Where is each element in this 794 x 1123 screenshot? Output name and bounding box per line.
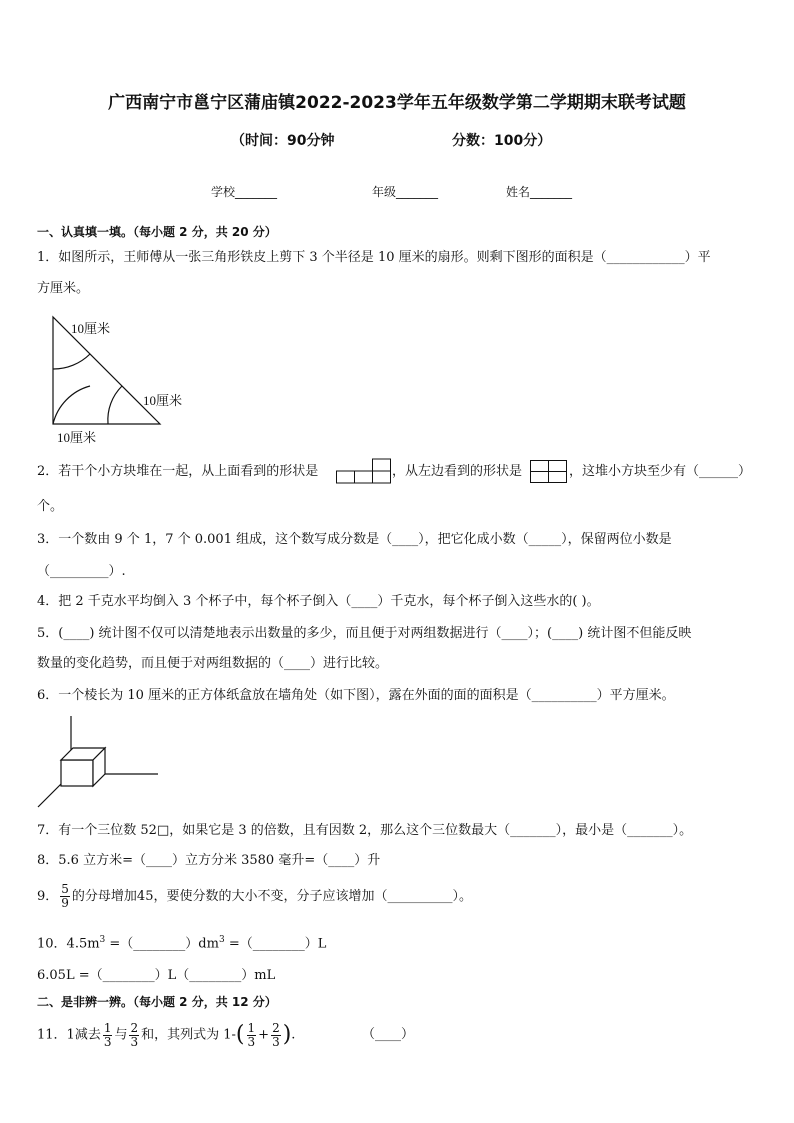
fraction-numerator: 2: [130, 1020, 139, 1035]
question-11-answer-blank: （____）: [362, 1027, 415, 1042]
question-2-part-3: ，这堆小方块至少有（______）: [569, 464, 752, 479]
q11-part-a: 11．1减去: [37, 1027, 101, 1043]
q11-part-c: 和，其列式为 1-: [141, 1027, 236, 1043]
cube-in-corner-figure: [36, 716, 161, 808]
question-9-fraction: [60, 883, 70, 910]
question-11: [37, 1018, 295, 1053]
question-1-line-1: 1．如图所示，王师傅从一张三角形铁皮上剪下 3 个半径是 10 厘米的扇形。则剩下图形的面积是（____________）平: [37, 250, 711, 265]
question-6: 6．一个棱长为 10 厘米的正方体纸盒放在墙角处（如下图），露在外面的面的面积是（__________）平方厘米。: [37, 688, 675, 703]
page-title: 广西南宁市邕宁区蒲庙镇2022-2023学年五年级数学第二学期期末联考试题: [108, 93, 686, 113]
q11-fraction-4: [271, 1022, 281, 1049]
question-10-line-1: [37, 931, 326, 953]
q10-part-c: =（________）L: [224, 936, 327, 952]
exam-time: （时间：90分钟: [231, 133, 335, 149]
fraction-denominator: 3: [247, 1034, 256, 1049]
grade-field: 年级_______: [372, 185, 439, 199]
fraction-numerator: 1: [103, 1020, 112, 1035]
name-field: 姓名_______: [506, 185, 573, 199]
section-2-heading: 二、是非辨一辨。（每小题 2 分，共 12 分）: [37, 995, 277, 1009]
q10-superscript-2: 3: [218, 935, 225, 945]
fraction-denominator: 3: [272, 1034, 280, 1049]
question-9-prefix: 9．: [37, 889, 59, 904]
question-2-line-2: 个。: [37, 499, 64, 514]
left-view-shape-icon: [530, 460, 570, 484]
top-view-shape-icon: [336, 458, 392, 484]
question-9-text: 的分母增加45，要使分数的大小不变，分子应该增加（__________）。: [71, 889, 472, 904]
fraction-numerator: 5: [61, 882, 69, 896]
question-9: [37, 880, 472, 914]
fraction-numerator: 1: [247, 1020, 256, 1035]
figure-label-bottom: 10厘米: [57, 430, 97, 445]
figure-label-right: 10厘米: [143, 393, 183, 408]
question-2-part-1: 2．若干个小方块堆在一起，从上面看到的形状是: [37, 464, 319, 479]
q11-part-b: 与: [114, 1027, 128, 1043]
fraction-denominator: 3: [130, 1034, 139, 1049]
question-7: 7．有一个三位数 52□，如果它是 3 的倍数，且有因数 2，那么这个三位数最大（_______），最小是（_______）。: [37, 823, 693, 838]
question-3-line-1: 3．一个数由 9 个 1，7 个 0.001 组成，这个数写成分数是（____），把它化成小数（_____），保留两位小数是: [37, 532, 672, 547]
q11-fraction-1: [103, 1022, 113, 1049]
question-4: 4．把 2 千克水平均倒入 3 个杯子中，每个杯子倒入（____）千克水，每个杯子倒入这些水的( )。: [37, 594, 600, 609]
school-field: 学校_______: [211, 185, 278, 199]
q10-superscript-1: 3: [99, 935, 106, 945]
q11-period: .: [291, 1027, 296, 1043]
question-5-line-1: 5．(____) 统计图不仅可以清楚地表示出数量的多少，而且便于对两组数据进行（____）；(____) 统计图不但能反映: [37, 626, 692, 641]
question-5-line-2: 数量的变化趋势，而且便于对两组数据的（____）进行比较。: [37, 656, 389, 671]
fraction-numerator: 2: [272, 1020, 280, 1035]
section-1-heading: 一、认真填一填。（每小题 2 分，共 20 分）: [37, 225, 277, 239]
q11-fraction-2: [129, 1022, 139, 1049]
question-10-line-2: 6.05L =（________）L（________）mL: [37, 968, 276, 983]
right-paren: ): [282, 1022, 292, 1047]
q10-part-b: =（________）dm: [105, 936, 219, 952]
question-1-line-2: 方厘米。: [37, 281, 90, 296]
plus-sign: +: [258, 1027, 270, 1043]
question-8: 8．5.6 立方米=（____）立方分米 3580 毫升=（____）升: [37, 853, 381, 868]
fraction-denominator: 9: [61, 896, 69, 910]
q11-fraction-3: [247, 1022, 257, 1049]
q10-part-a: 10．4.5m: [37, 936, 100, 952]
question-3-line-2: （_________）.: [37, 564, 126, 579]
left-paren: (: [235, 1022, 245, 1047]
exam-score: 分数：100分）: [452, 133, 552, 149]
figure-label-top: 10厘米: [71, 321, 111, 336]
question-2-part-2: ，从左边看到的形状是: [392, 464, 523, 479]
fraction-denominator: 3: [103, 1034, 112, 1049]
